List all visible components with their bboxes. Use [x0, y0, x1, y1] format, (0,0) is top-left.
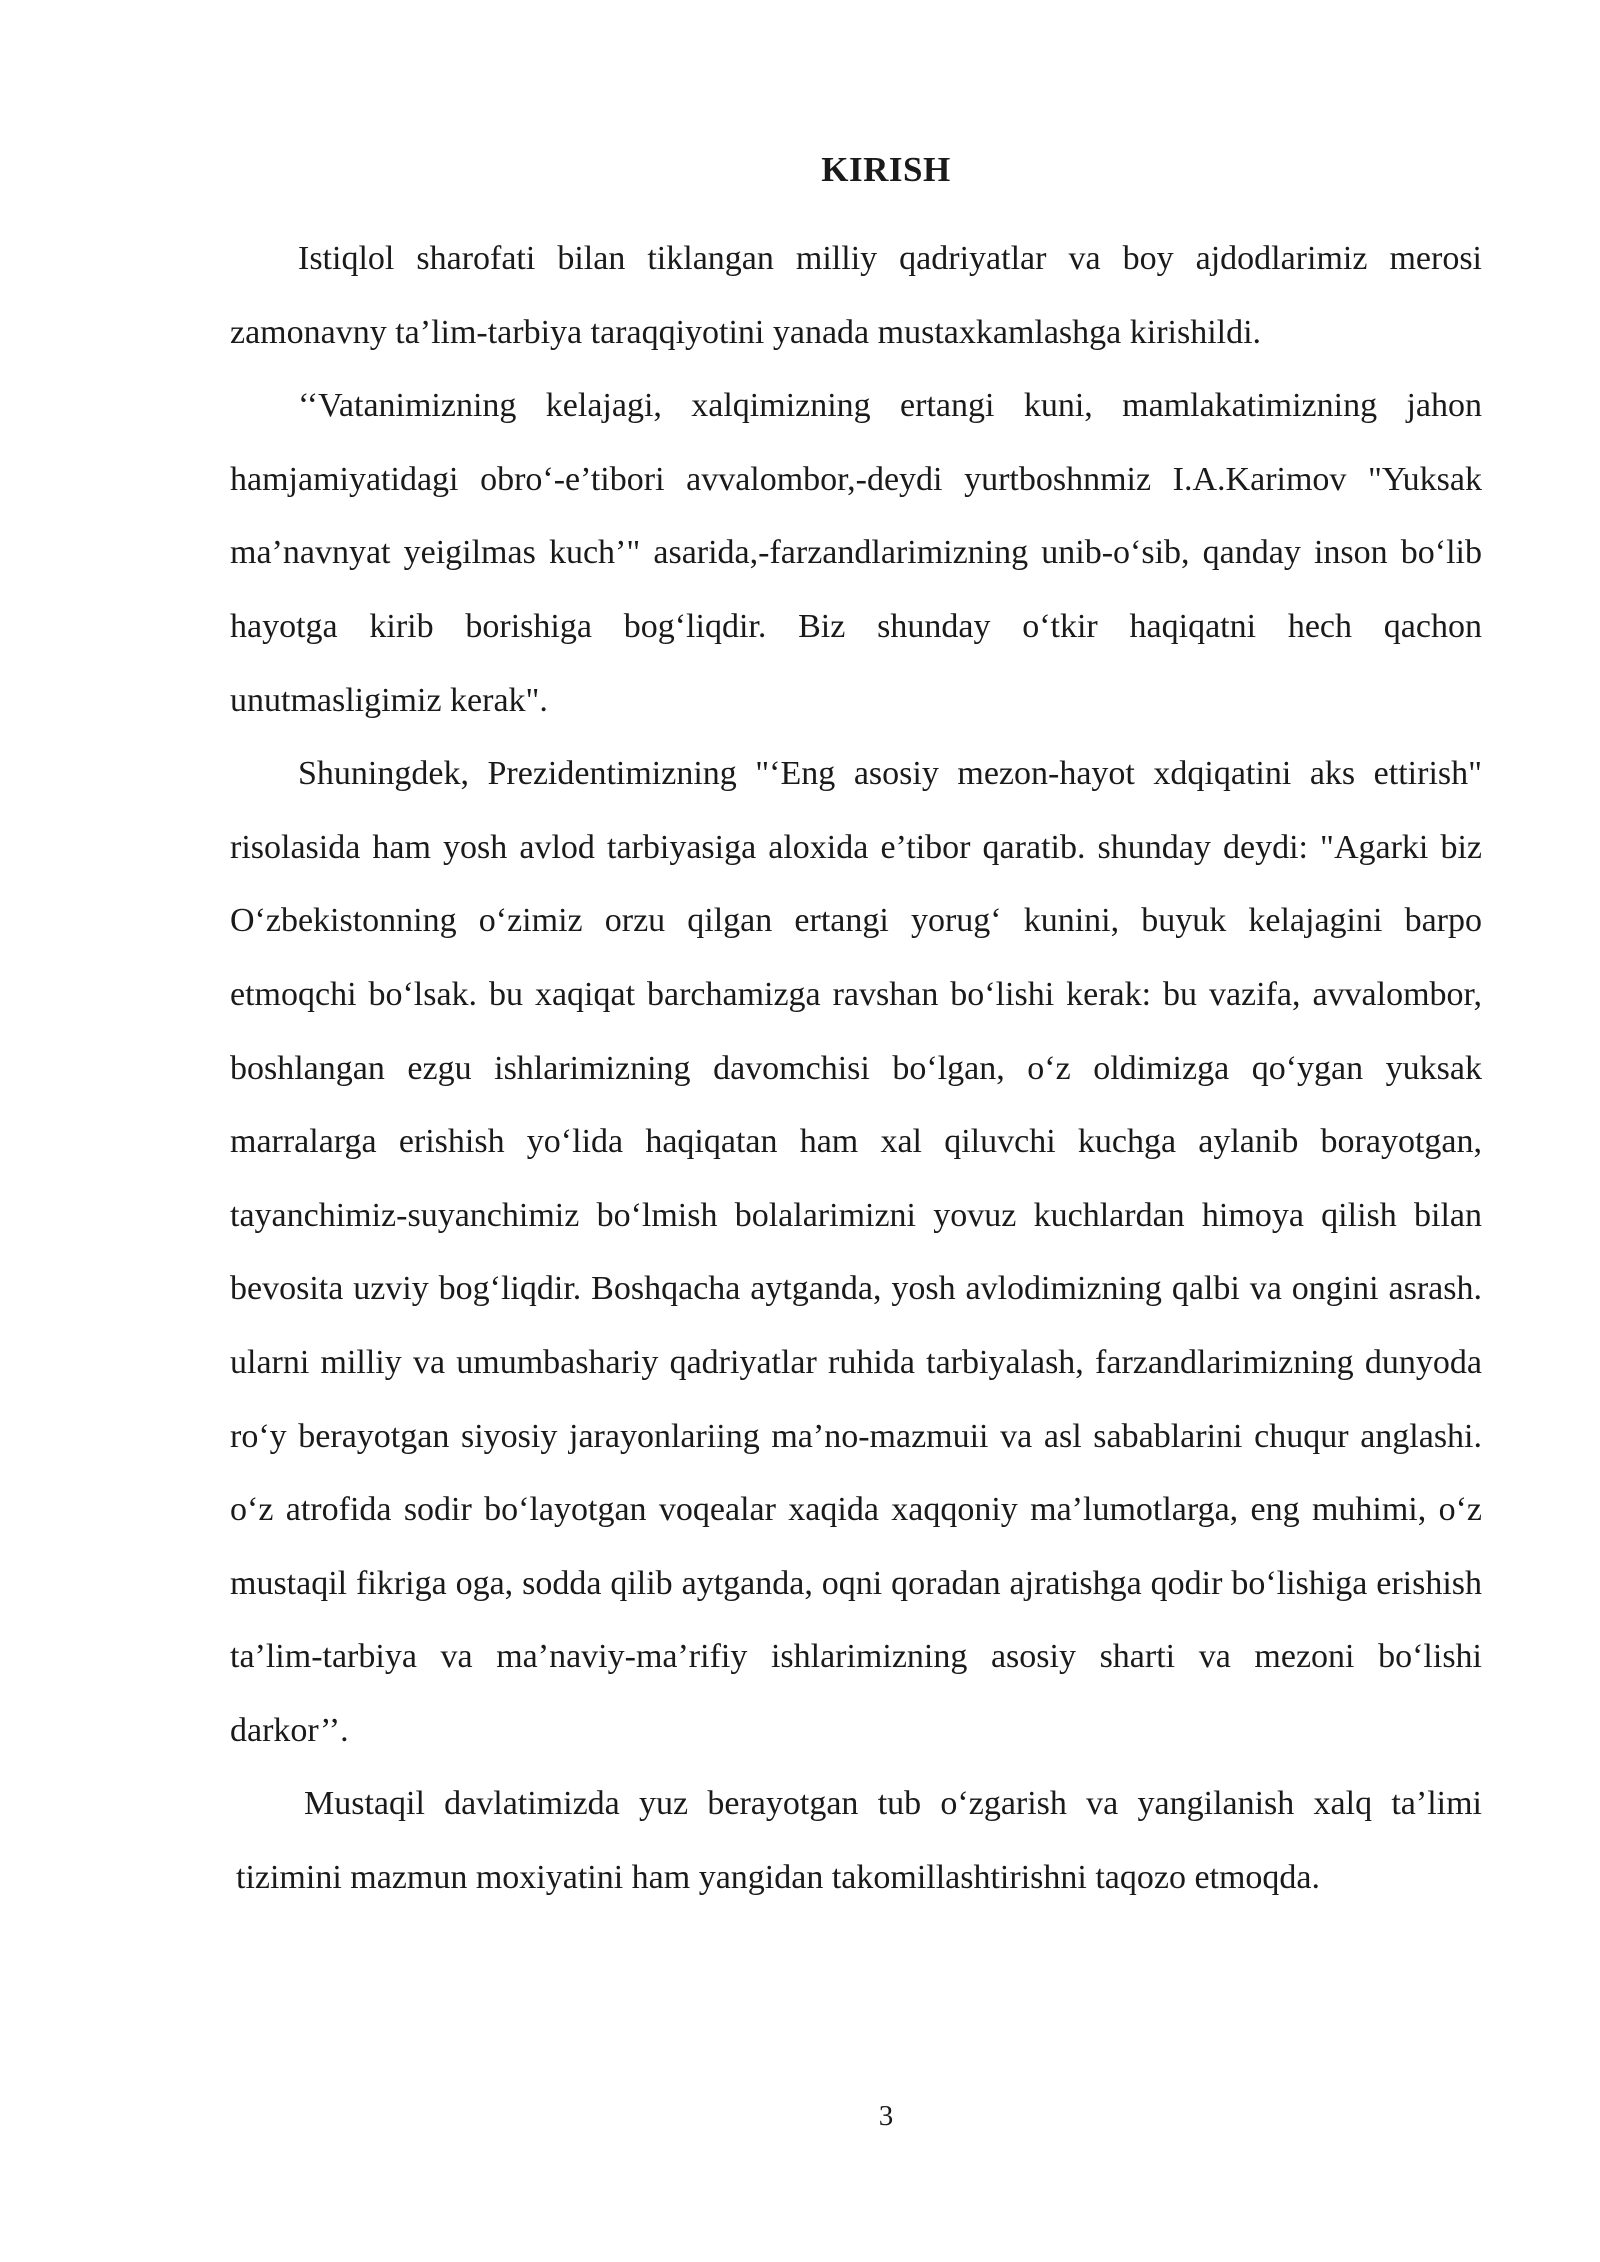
section-heading: KIRISH: [821, 150, 951, 189]
paragraph-4: Mustaqil davlatimizda yuz berayotgan tub o‘zgarish va yangilanish xalq ta’limi tizimini mazmun moxiyatini ham yangidan takomillashtirishni taqozo etmoqda.: [236, 1785, 1482, 1897]
paragraph-3: Shuningdek, Prezidentimizning "‘Eng asosiy mezon-hayot xdqiqatini aks ettirish" risolasida ham yosh avlod tarbiyasiga aloxida e’tibor qaratib. shunday deydi: "Agarki biz O‘zbekistonning o‘zimiz orzu qilgan ertangi yorug‘ kunini, buyuk kelajagini barpo etmoqchi bo‘lsak. bu xaqiqat barchamizga ravshan bo‘lishi kerak: bu vazifa, avvalombor, boshlangan ezgu ishlarimizning davomchisi bo‘lgan, o‘z oldimizga qo‘ygan yuksak marralarga erishish yo‘lida haqiqatan ham xal qiluvchi kuchga aylanib borayotgan, tayanchimiz-suyanchimiz bo‘lmish bolalarimizni yovuz kuchlardan himoya qilish bilan bevosita uzviy bog‘liqdir. Boshqacha aytganda, yosh avlodimizning qalbi va ongini asrash. ularni milliy va umumbashariy qadriyatlar ruhida tarbiyalash, farzandlarimizning dunyoda ro‘y berayotgan siyosiy jarayonlariing ma’no-mazmuii va asl sabablarini chuqur anglashi. o‘z atrofida sodir bo‘layotgan voqealar xaqida xaqqoniy ma’lumotlarga, eng muhimi, o‘z mustaqil fikriga oga, sodda qilib aytganda, oqni qoradan ajratishga qodir bo‘lishiga erishish ta’lim-tarbiya va ma’naviy-ma’rifiy ishlarimizning asosiy sharti va mezoni bo‘lishi darkor’’.: [230, 755, 1482, 1749]
page-number: 3: [878, 2100, 894, 2132]
body-text: [230, 222, 1482, 1915]
paragraph-1: Istiqlol sharofati bilan tiklangan milliy qadriyatlar va boy ajdodlarimiz merosi zamonavny ta’lim-tarbiya taraqqiyotini yanada mustaxkamlashga kirishildi.: [230, 240, 1482, 351]
paragraph-2: ‘‘Vatanimizning kelajagi, xalqimizning ertangi kuni, mamlakatimizning jahon hamjamiyatidagi obro‘-e’tibori avvalombor,-deydi yurtboshnmiz I.A.Karimov "Yuksak ma’navnyat yeigilmas kuch’" asarida,-farzandlarimizning unib-o‘sib, qanday inson bo‘lib hayotga kirib borishiga bog‘liqdir. Biz shunday o‘tkir haqiqatni hech qachon unutmasligimiz kerak".: [230, 387, 1482, 719]
